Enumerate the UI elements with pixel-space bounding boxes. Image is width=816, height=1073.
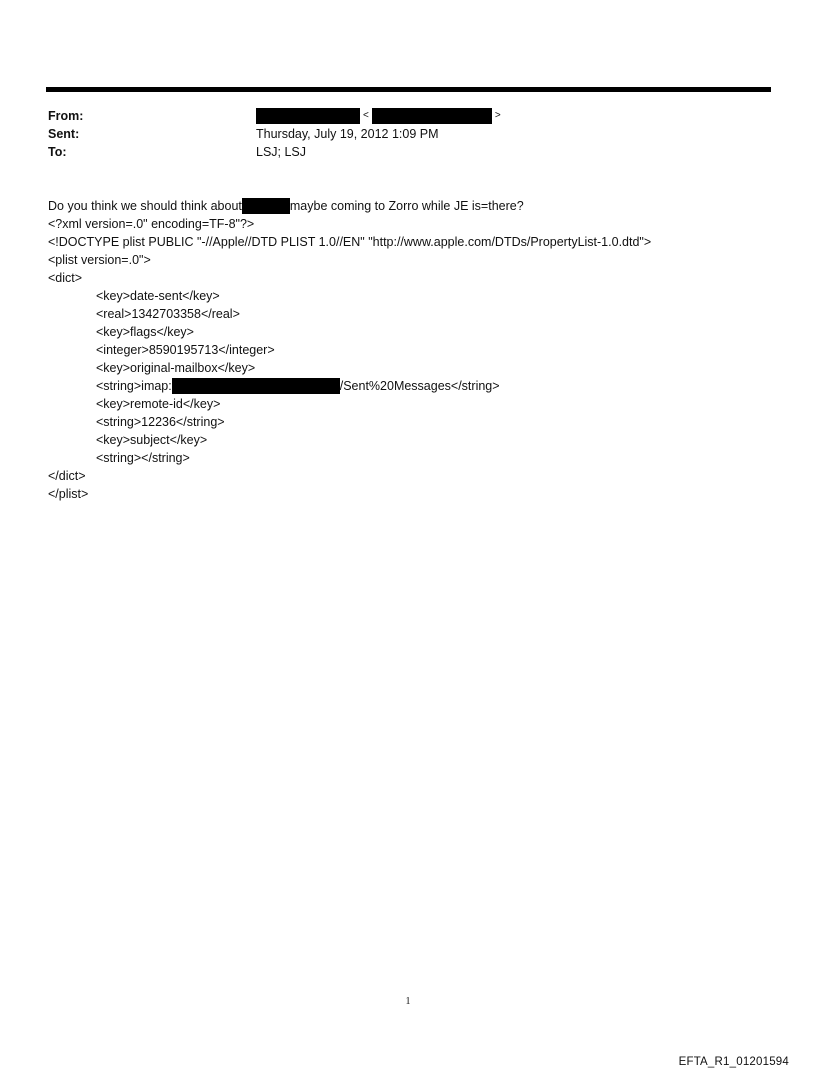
header-rule bbox=[46, 87, 771, 92]
redaction-from-name bbox=[256, 108, 360, 124]
sent-value: Thursday, July 19, 2012 1:09 PM bbox=[256, 127, 439, 141]
bates-number: EFTA_R1_01201594 bbox=[678, 1056, 789, 1068]
body-question-line bbox=[48, 197, 778, 215]
key-original-mailbox-line: <key>original-mailbox</key> bbox=[96, 361, 256, 375]
string-subject-line: <string></string> bbox=[96, 451, 190, 465]
key-date-sent-line: <key>date-sent</key> bbox=[96, 289, 220, 303]
to-label: To: bbox=[48, 145, 67, 159]
email-header bbox=[48, 107, 748, 161]
string-imap-prefix: <string>imap: bbox=[96, 379, 172, 393]
email-body bbox=[48, 197, 778, 503]
question-text-part1: Do you think we should think about bbox=[48, 199, 242, 213]
plist-open-line: <plist version=.0"> bbox=[48, 253, 151, 267]
from-close-bracket: > bbox=[494, 110, 501, 121]
integer-value-line: <integer>8590195713</integer> bbox=[96, 343, 275, 357]
from-open-bracket: < bbox=[363, 110, 369, 121]
from-row bbox=[48, 107, 748, 125]
doctype-line: <!DOCTYPE plist PUBLIC "-//Apple//DTD PLIST 1.0//EN" "http://www.apple.com/DTDs/PropertyList-1.0.dtd"> bbox=[48, 235, 652, 249]
sent-row bbox=[48, 125, 748, 143]
real-value-line: <real>1342703358</real> bbox=[96, 307, 240, 321]
to-row bbox=[48, 143, 748, 161]
string-remote-id-line: <string>12236</string> bbox=[96, 415, 225, 429]
redaction-name bbox=[242, 198, 290, 214]
redaction-imap-address bbox=[172, 378, 340, 394]
string-imap-line bbox=[48, 377, 778, 395]
xml-declaration-line: <?xml version=.0" encoding=TF-8"?> bbox=[48, 217, 255, 231]
key-flags-line: <key>flags</key> bbox=[96, 325, 194, 339]
key-subject-line: <key>subject</key> bbox=[96, 433, 208, 447]
sent-label: Sent: bbox=[48, 127, 80, 141]
key-remote-id-line: <key>remote-id</key> bbox=[96, 397, 221, 411]
string-imap-suffix: /Sent%20Messages</string> bbox=[339, 379, 500, 393]
question-text-part2: maybe coming to Zorro while JE is=there? bbox=[289, 199, 524, 213]
plist-close-line: </plist> bbox=[48, 487, 89, 501]
from-label: From: bbox=[48, 109, 84, 123]
to-value: LSJ; LSJ bbox=[256, 145, 307, 159]
dict-close-line: </dict> bbox=[48, 469, 86, 483]
from-value bbox=[256, 107, 504, 125]
dict-open-line: <dict> bbox=[48, 271, 83, 285]
page-number: 1 bbox=[405, 996, 411, 1007]
redaction-from-email bbox=[372, 108, 492, 124]
